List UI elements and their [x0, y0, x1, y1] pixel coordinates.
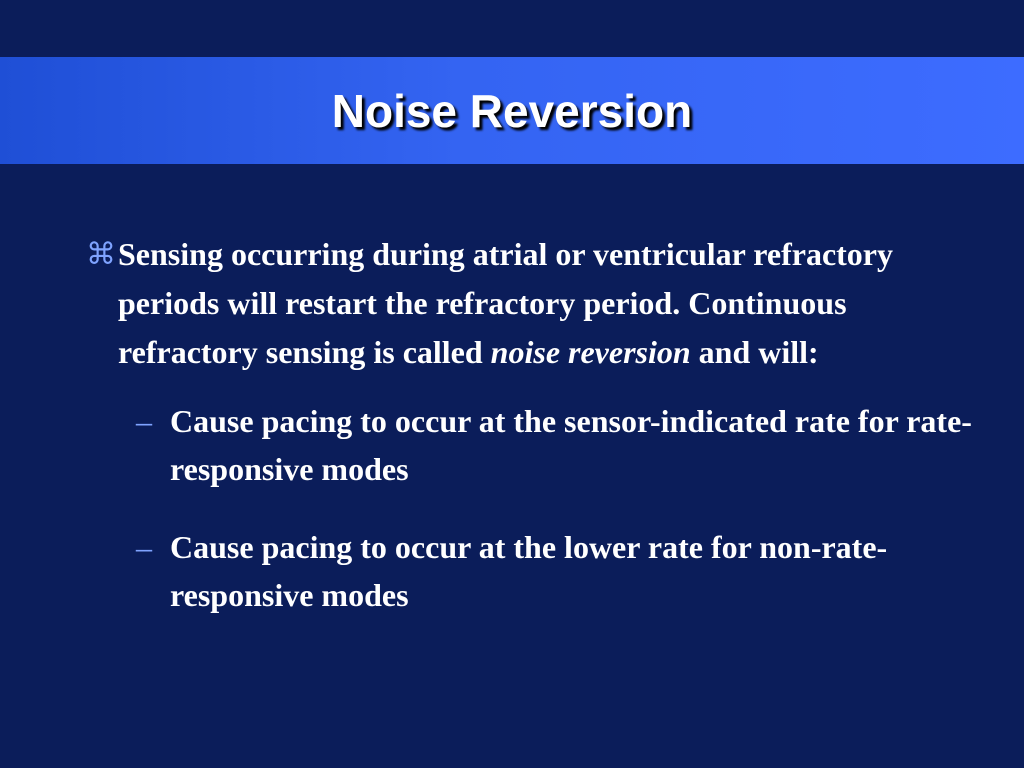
sub-bullet-text: Cause pacing to occur at the lower rate for non-rate-responsive modes	[170, 529, 888, 613]
sub-bullet-list	[84, 397, 984, 619]
main-bullet-emphasis: noise reversion	[490, 334, 691, 370]
title-band	[0, 57, 1024, 164]
bullet-marker-icon: ⌘	[86, 237, 116, 272]
sub-bullet	[134, 523, 990, 619]
slide-content	[84, 230, 984, 649]
main-bullet-text-before: Sensing occurring during atrial or ventricular refractory periods will restart the refractory period. Continuous refractory sensing is called	[118, 236, 893, 370]
dash-marker-icon: –	[136, 529, 152, 565]
slide-title: Noise Reversion	[331, 84, 693, 137]
sub-bullet-text: Cause pacing to occur at the sensor-indicated rate for rate-responsive modes	[170, 403, 972, 487]
dash-marker-icon: –	[136, 403, 152, 439]
main-bullet	[84, 230, 918, 377]
sub-bullet	[134, 397, 990, 493]
main-bullet-text-after: and will:	[690, 334, 819, 370]
